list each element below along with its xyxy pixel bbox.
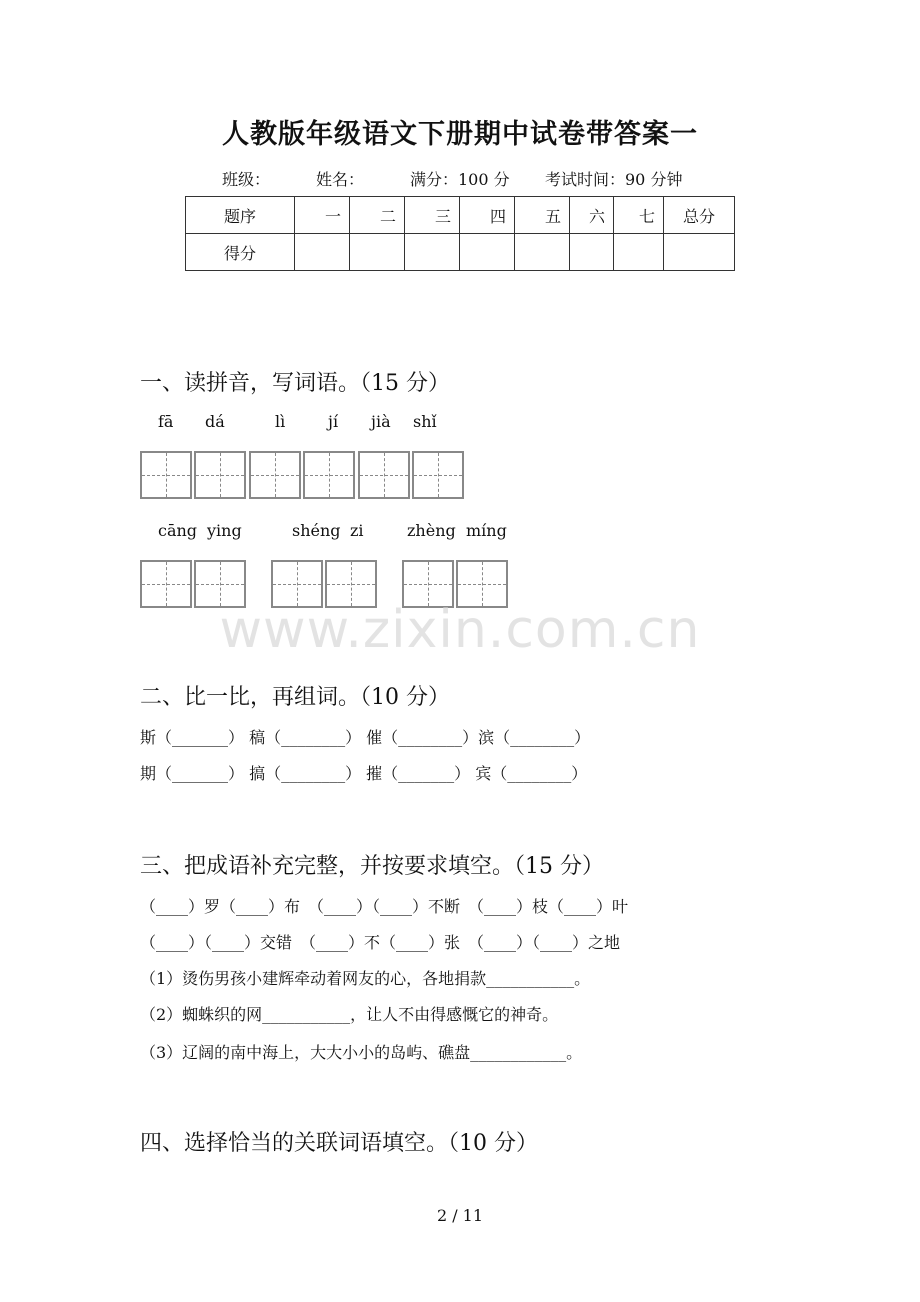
section4-title: 四、选择恰当的关联词语填空。（10 分） (140, 1131, 538, 1156)
pinyin: míng (466, 521, 507, 540)
writing-grid-box[interactable] (140, 451, 192, 499)
score-header-cell: 六 (570, 197, 614, 234)
exam-time: 考试时间：90 分钟 (545, 170, 683, 189)
score-header-cell: 七 (614, 197, 664, 234)
pinyin: fā (158, 412, 174, 431)
score-input-cell[interactable] (664, 234, 735, 271)
pinyin: lì (275, 412, 286, 431)
page-number: 2 / 11 (436, 1206, 484, 1225)
pinyin: shǐ (413, 412, 437, 431)
compare-row: 期（_______） 搞（________） 摧（_______） 宾（________） (140, 764, 588, 783)
score-input-cell[interactable] (614, 234, 664, 271)
pinyin: ying (207, 521, 242, 540)
score-table (185, 196, 735, 271)
score-header-cell: 题序 (186, 197, 295, 234)
fill-question: （3）辽阔的南中海上，大大小小的岛屿、礁盘____________。 (140, 1043, 583, 1062)
pinyin: jià (371, 412, 391, 431)
score-input-cell[interactable] (460, 234, 515, 271)
score-header-cell: 总分 (664, 197, 735, 234)
score-table-score-row (186, 234, 735, 271)
class-label: 班级： (222, 170, 271, 189)
compare-row: 斯（_______） 稿（________） 催（________）滨（________） (140, 728, 591, 747)
section3-title: 三、把成语补充完整，并按要求填空。（15 分） (140, 854, 604, 879)
section1-title: 一、读拼音，写词语。（15 分） (140, 371, 450, 396)
page-title: 人教版年级语文下册期中试卷带答案一 (222, 119, 698, 150)
score-input-cell[interactable] (515, 234, 570, 271)
score-header-cell: 三 (405, 197, 460, 234)
score-header-cell: 四 (460, 197, 515, 234)
score-row-label: 得分 (186, 234, 295, 271)
score-table-header-row (186, 197, 735, 234)
score-header-cell: 二 (350, 197, 405, 234)
writing-grid-box[interactable] (194, 451, 246, 499)
score-input-cell[interactable] (570, 234, 614, 271)
score-input-cell[interactable] (405, 234, 460, 271)
pinyin: zhèng (407, 521, 456, 540)
section2-title: 二、比一比，再组词。（10 分） (140, 685, 450, 710)
fill-question: （2）蜘蛛织的网___________，让人不由得感慨它的神奇。 (140, 1005, 559, 1024)
watermark: www.zixin.com.cn (219, 600, 701, 660)
idiom-row: （____）（____）交错 （____）不（____）张 （____）（____）之地 (140, 933, 621, 952)
writing-grid-box[interactable] (249, 451, 301, 499)
writing-grid-box[interactable] (358, 451, 410, 499)
score-input-cell[interactable] (295, 234, 350, 271)
pinyin: zi (350, 521, 364, 540)
pinyin: shéng (292, 521, 341, 540)
idiom-row: （____）罗（____）布 （____）（____）不断 （____）枝（____）叶 (140, 897, 629, 916)
full-score: 满分：100 分 (410, 170, 510, 189)
score-header-cell: 一 (295, 197, 350, 234)
name-label: 姓名： (316, 170, 365, 189)
pinyin: cāng (158, 521, 198, 540)
fill-question: （1）烫伤男孩小建辉牵动着网友的心，各地捐款___________。 (140, 969, 591, 988)
pinyin: jí (328, 412, 339, 431)
score-header-cell: 五 (515, 197, 570, 234)
score-input-cell[interactable] (350, 234, 405, 271)
writing-grid-box[interactable] (412, 451, 464, 499)
pinyin: dá (205, 412, 225, 431)
writing-grid-box[interactable] (303, 451, 355, 499)
